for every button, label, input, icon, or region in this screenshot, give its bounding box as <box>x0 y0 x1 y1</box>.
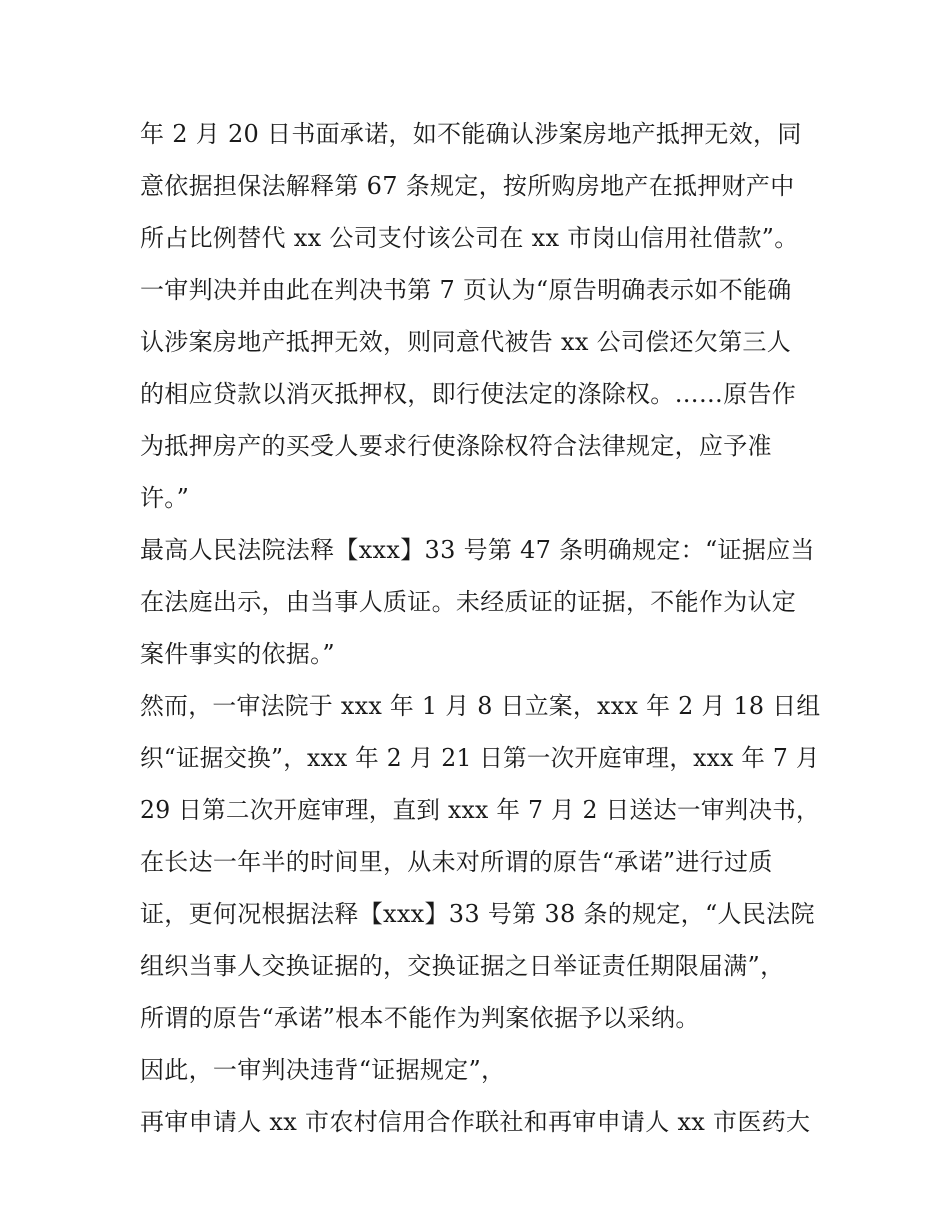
text-line: 织“证据交换”，xxx 年 2 月 21 日第一次开庭审理，xxx 年 7 月 <box>140 744 820 772</box>
text-line: 所谓的原告“承诺”根本不能作为判案依据予以采纳。 <box>140 1004 700 1032</box>
text-line: 在长达一年半的时间里，从未对所谓的原告“承诺”进行过质 <box>140 848 773 876</box>
text-line: 组织当事人交换证据的，交换证据之日举证责任期限届满”， <box>140 952 785 980</box>
text-line: 最高人民法院法释【xxx】33 号第 47 条明确规定：“证据应当 <box>140 536 815 564</box>
text-line: 证，更何况根据法释【xxx】33 号第 38 条的规定，“人民法院 <box>140 900 815 928</box>
text-line: 意依据担保法解释第 67 条规定，按所购房地产在抵押财产中 <box>140 172 795 200</box>
text-line: 然而，一审法院于 xxx 年 1 月 8 日立案，xxx 年 2 月 18 日组 <box>140 692 821 720</box>
text-line: 在法庭出示，由当事人质证。未经质证的证据，不能作为认定 <box>140 588 797 616</box>
document-body <box>140 108 820 1148</box>
text-line: 因此，一审判决违背“证据规定”， <box>140 1056 506 1084</box>
text-line: 为抵押房产的买受人要求行使涤除权符合法律规定，应予准 <box>140 432 772 460</box>
text-line: 再审申请人 xx 市农村信用合作联社和再审申请人 xx 市医药大 <box>140 1108 811 1136</box>
text-line: 年 2 月 20 日书面承诺，如不能确认涉案房地产抵押无效，同 <box>140 120 802 148</box>
text-line: 29 日第二次开庭审理，直到 xxx 年 7 月 2 日送达一审判决书， <box>140 796 820 824</box>
text-line: 的相应贷款以消灭抵押权，即行使法定的涤除权。……原告作 <box>140 380 797 408</box>
text-line: 案件事实的依据。” <box>140 640 335 668</box>
text-line: 一审判决并由此在判决书第 7 页认为“原告明确表示如不能确 <box>140 276 792 304</box>
text-line: 许。” <box>140 484 190 512</box>
text-line: 所占比例替代 xx 公司支付该公司在 xx 市岗山信用社借款”。 <box>140 224 799 252</box>
text-line: 认涉案房地产抵押无效，则同意代被告 xx 公司偿还欠第三人 <box>140 328 792 356</box>
